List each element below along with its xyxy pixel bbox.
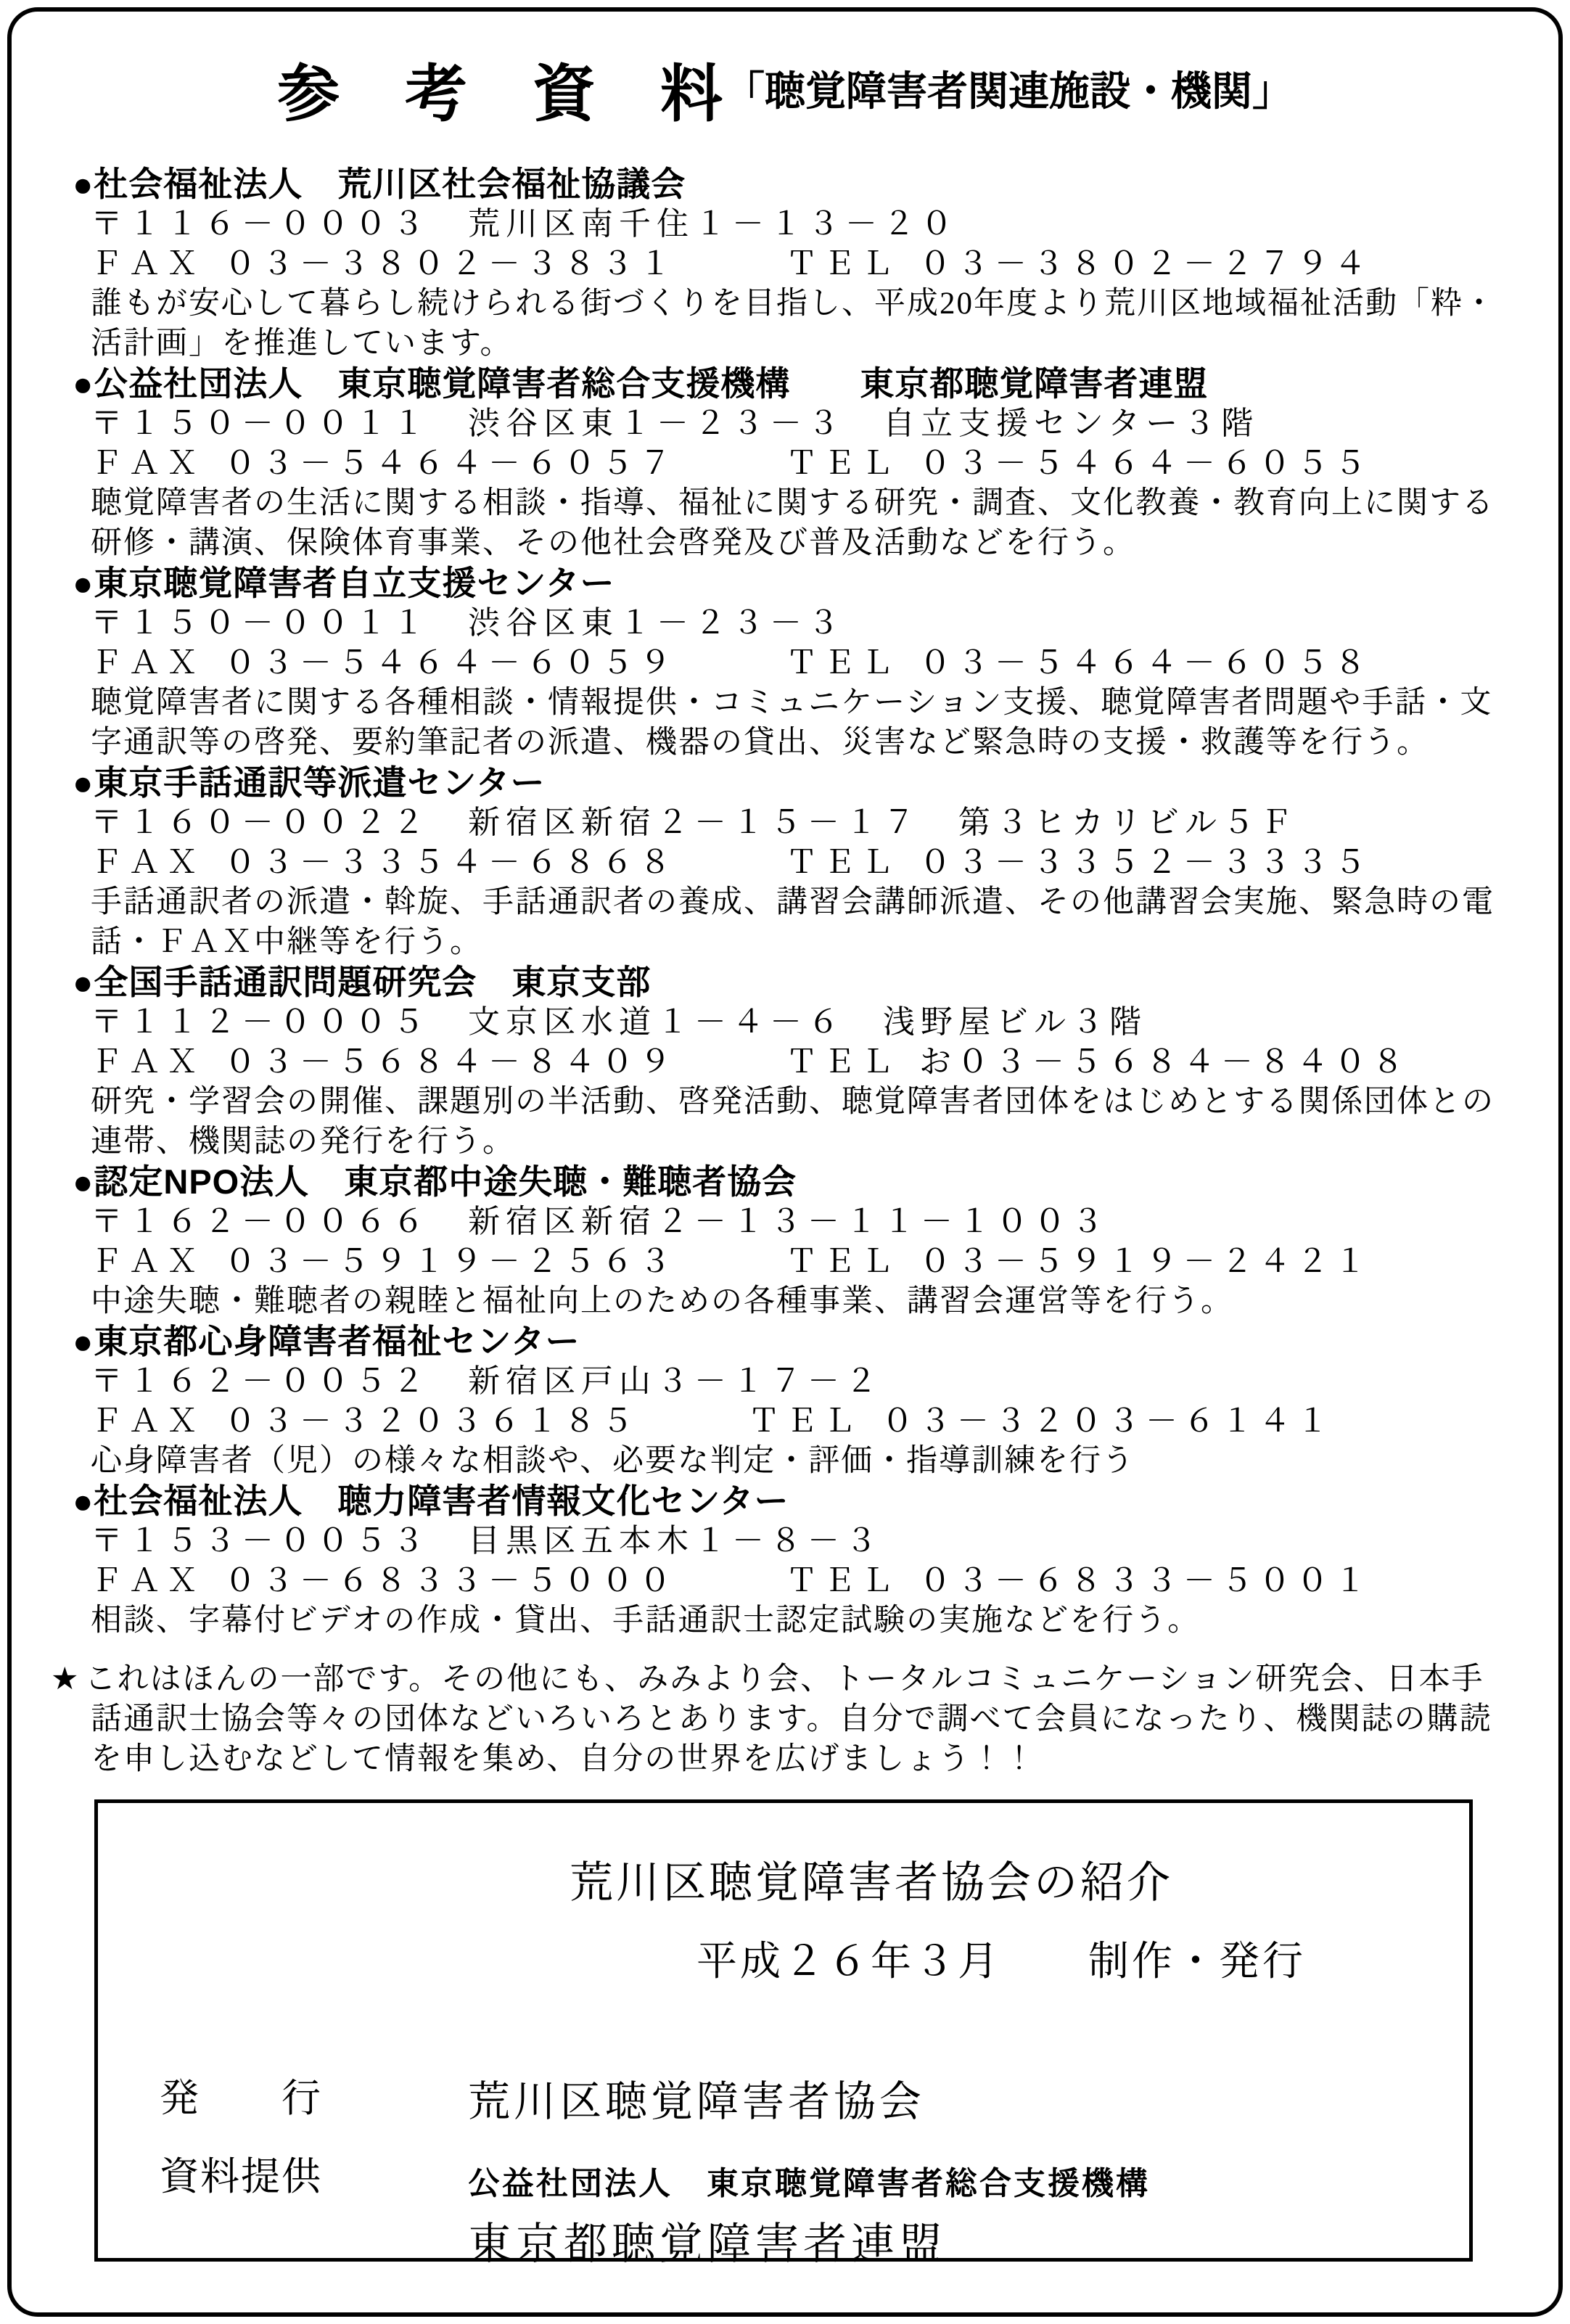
fax-number: ０３－３３５４－６８６８ <box>224 845 677 880</box>
org-address: 〒１６２－００６６ 新宿区新宿２－１３－１１－１００３ <box>91 1204 1109 1239</box>
org-description: 相談、字幕付ビデオの作成・貸出、手話通訳士認定試験の実施などを行う。 <box>91 1604 1201 1638</box>
star-note-text: これはほんの一部です。その他にも、みみより会、トータルコミュニケーション研究会、日本手話通訳士協会等々の団体などいろいろとあります。自分で調べて会員になったり、機関誌の購読を申し込むなどして情報を集め、自分の世界を広げましょう！！ <box>84 1662 1492 1776</box>
org-entry-zenkoku-shuwa-kenkyukai <box>73 962 1497 1162</box>
tel-label: ＴＥＬ <box>786 845 899 880</box>
bullet-icon: ● <box>73 564 94 602</box>
fax-number: ０３－６８３３－５０００ <box>224 1563 677 1598</box>
org-faxtel <box>91 244 1497 284</box>
org-name-text: 全国手話通訳問題研究会 東京支部 <box>94 963 652 1001</box>
org-description: 聴覚障害者の生活に関する相談・指導、福祉に関する研究・調査、文化教養・教育向上に関する研修・講演、保険体育事業、その他社会啓発及び普及活動などを行う。 <box>91 486 1495 560</box>
org-name-text: 社会福祉法人 聴力障害者情報文化センター <box>94 1482 789 1520</box>
publisher-row <box>160 2067 1469 2128</box>
org-faxtel <box>91 643 1497 683</box>
org-list <box>0 164 1570 1779</box>
org-name <box>73 1162 1497 1202</box>
org-faxtel <box>91 1042 1497 1082</box>
fax-label: ＦＡＸ <box>91 1244 204 1279</box>
org-address: 〒１１２－０００５ 文京区水道１－４－６ 浅野屋ビル３階 <box>91 1004 1147 1040</box>
colophon-title: 荒川区聴覚障害者協会の紹介 <box>570 1859 1173 1907</box>
org-entry-chuto-shitcho-nancho-kyokai <box>73 1162 1497 1321</box>
org-name <box>73 1321 1497 1361</box>
org-address: 〒１５３－００５３ 目黒区五本木１－８－３ <box>91 1523 883 1559</box>
org-faxtel <box>91 1561 1497 1601</box>
org-name <box>73 1481 1497 1521</box>
bullet-icon: ● <box>73 165 94 203</box>
org-entry-tokyo-sogo-shien <box>73 364 1497 563</box>
bullet-icon: ● <box>73 364 94 403</box>
tel-label: ＴＥＬ <box>786 1044 899 1080</box>
tel-label: ＴＥＬ <box>786 445 899 481</box>
org-name-text: 東京都心身障害者福祉センター <box>94 1322 580 1360</box>
fax-label: ＦＡＸ <box>91 1044 204 1080</box>
org-faxtel <box>91 1241 1497 1281</box>
bullet-icon: ● <box>73 1162 94 1201</box>
provider-row <box>160 2146 1469 2272</box>
org-name-text: 東京手話通訳等派遣センター <box>94 763 546 802</box>
org-entry-shuwa-haken-center <box>73 763 1497 962</box>
org-description: 誰もが安心して暮らし続けられる街づくりを目指し、平成20年度より荒川区地域福祉活動「粋・活計画」を推進しています。 <box>91 287 1496 361</box>
org-entry-arakawa-shakyo <box>73 164 1497 364</box>
org-entry-joho-bunka-center <box>73 1481 1497 1641</box>
page-title-main: 参 考 資 料 <box>277 59 724 129</box>
provider-label: 資料提供 <box>160 2155 322 2198</box>
fax-number: ０３－５６８４－８４０９ <box>224 1044 677 1080</box>
tel-label: ＴＥＬ <box>786 1563 899 1598</box>
org-description: 中途失聴・難聴者の親睦と福祉向上のための各種事業、講習会運営等を行う。 <box>91 1284 1233 1318</box>
fax-number: ０３－３２０３６１８５ <box>224 1403 639 1439</box>
provider-org-line1: 公益社団法人 東京聴覚障害者総合支援機構 <box>468 2166 1150 2201</box>
org-faxtel <box>91 443 1497 483</box>
org-name <box>73 962 1497 1002</box>
fax-number: ０３－５４６４－６０５９ <box>224 645 677 681</box>
tel-label: ＴＥＬ <box>786 246 899 282</box>
org-address: 〒１５０－００１１ 渋谷区東１－２３－３ <box>91 605 845 641</box>
tel-number: ０３－３３５２－３３３５ <box>919 845 1372 880</box>
org-address: 〒１１６－０００３ 荒川区南千住１－１３－２０ <box>91 206 958 242</box>
org-name <box>73 563 1497 603</box>
org-name-text: 東京聴覚障害者自立支援センター <box>94 564 615 602</box>
fax-number: ０３－５９１９－２５６３ <box>224 1244 677 1279</box>
org-address: 〒１５０－００１１ 渋谷区東１－２３－３ 自立支援センター３階 <box>91 406 1259 441</box>
fax-label: ＦＡＸ <box>91 445 204 481</box>
colophon-box <box>94 1799 1473 2268</box>
org-faxtel <box>91 1401 1497 1441</box>
fax-label: ＦＡＸ <box>91 1563 204 1598</box>
tel-number: ０３－３２０３－６１４１ <box>881 1403 1334 1439</box>
tel-label: ＴＥＬ <box>786 645 899 681</box>
provider-names <box>468 2146 1150 2272</box>
tel-number: ０３－５４６４－６０５５ <box>919 445 1372 481</box>
tel-number: ０３－５４６４－６０５８ <box>919 645 1372 681</box>
org-name-text: 認定NPO法人 東京都中途失聴・難聴者協会 <box>94 1162 797 1201</box>
org-description: 聴覚障害者に関する各種相談・情報提供・コミュニケーション支援、聴覚障害者問題や手話・文字通訳等の啓発、要約筆記者の派遣、機器の貸出、災害など緊急時の支援・救護等を行う。 <box>91 686 1493 760</box>
fax-label: ＦＡＸ <box>91 246 204 282</box>
org-entry-jiritsu-shien-center <box>73 563 1497 763</box>
org-name-text: 公益社団法人 東京聴覚障害者総合支援機構 東京都聴覚障害者連盟 <box>94 364 1209 403</box>
bullet-icon: ● <box>73 1482 94 1520</box>
fax-number: ０３－３８０２－３８３１ <box>224 246 677 282</box>
org-description: 心身障害者（児）の様々な相談や、必要な判定・評価・指導訓練を行う <box>91 1444 1135 1478</box>
bullet-icon: ● <box>73 1322 94 1360</box>
bullet-icon: ● <box>73 963 94 1001</box>
page-title-sub: 「聴覚障害者関連施設・機関」 <box>724 68 1293 114</box>
org-address: 〒１６２－００５２ 新宿区戸山３－１７－２ <box>91 1363 883 1399</box>
org-entry-shinshin-fukushi-center <box>73 1321 1497 1481</box>
tel-label: ＴＥＬ <box>748 1403 861 1439</box>
org-name <box>73 164 1497 204</box>
star-note <box>51 1659 1497 1779</box>
org-address: 〒１６０－００２２ 新宿区新宿２－１５－１７ 第３ヒカリビル５Ｆ <box>91 805 1298 840</box>
org-name <box>73 364 1497 403</box>
org-name-text: 社会福祉法人 荒川区社会福祉協議会 <box>94 165 686 203</box>
page-title <box>0 44 1570 134</box>
publisher-name: 荒川区聴覚障害者協会 <box>468 2078 926 2125</box>
tel-number: お０３－５６８４－８４０８ <box>919 1044 1410 1080</box>
org-description: 手話通訳者の派遣・斡旋、手話通訳者の養成、講習会講師派遣、その他講習会実施、緊急時の電話・ＦＡＸ中継等を行う。 <box>91 885 1495 959</box>
publisher-label: 発 行 <box>160 2077 322 2120</box>
fax-number: ０３－５４６４－６０５７ <box>224 445 677 481</box>
provider-org-line2: 東京都聴覚障害者連盟 <box>468 2220 947 2268</box>
bullet-icon: ● <box>73 763 94 802</box>
star-icon: ★ <box>51 1662 81 1696</box>
tel-number: ０３－３８０２－２７９４ <box>919 246 1372 282</box>
fax-label: ＦＡＸ <box>91 1403 204 1439</box>
org-description: 研究・学習会の開催、課題別の半活動、啓発活動、聴覚障害者団体をはじめとする関係団体との連帯、機関誌の発行を行う。 <box>91 1085 1495 1159</box>
tel-number: ０３－６８３３－５００１ <box>919 1563 1372 1598</box>
tel-label: ＴＥＬ <box>786 1244 899 1279</box>
org-faxtel <box>91 842 1497 882</box>
colophon-date-line: 平成２６年３月 制作・発行 <box>696 1939 1306 1984</box>
fax-label: ＦＡＸ <box>91 845 204 880</box>
tel-number: ０３－５９１９－２４２１ <box>919 1244 1372 1279</box>
fax-label: ＦＡＸ <box>91 645 204 681</box>
org-name <box>73 763 1497 802</box>
